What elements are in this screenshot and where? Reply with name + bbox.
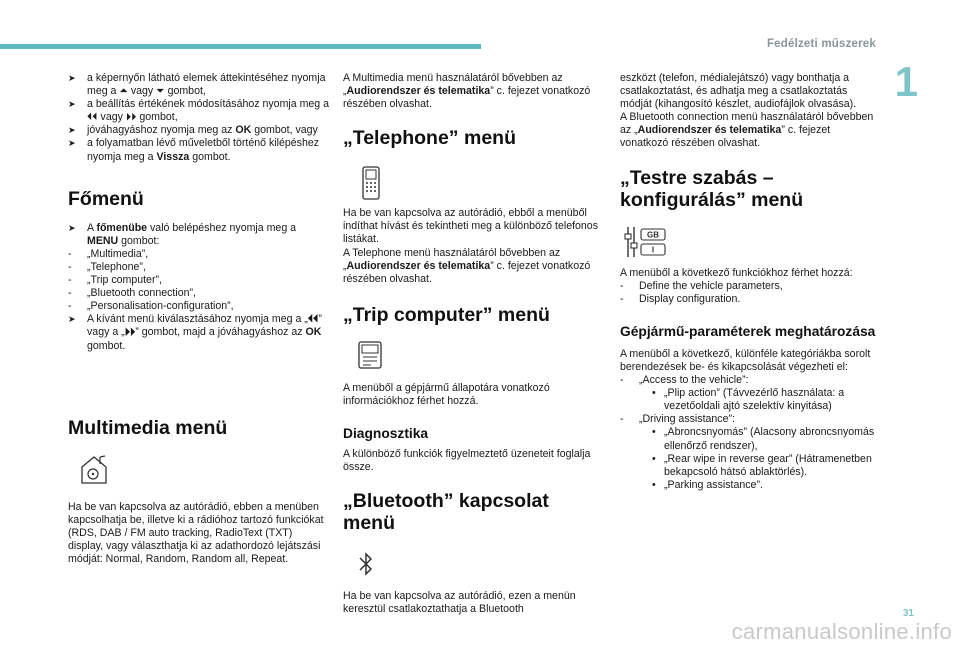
sub-list-item: • „Parking assistance”. — [652, 478, 763, 491]
multimedia-more-text: A Multimedia menü használatáról bővebben az „Audiorendszer és telematika” c. fejezet vonatkozó részében olvashat. — [343, 72, 591, 111]
page-number: 31 — [902, 608, 914, 619]
list-item: - „Access to the vehicle”: — [620, 374, 749, 387]
configuration-heading: „Testre szabás – konfigurálás” menü — [620, 166, 804, 211]
sub-list-item: • „Abroncsnyomás” (Alacsony abroncsnyomás ellenőrző rendszer), — [652, 426, 875, 452]
diagnostics-heading: Diagnosztika — [343, 426, 429, 442]
gb-label: GB — [647, 230, 659, 240]
bluetooth-heading: „Bluetooth” kapcsolat menü — [343, 490, 549, 535]
list-item: - „Telephone”, — [68, 260, 146, 273]
list-item: - „Trip computer”, — [68, 274, 162, 287]
bullet-icon: ➤ — [68, 138, 76, 149]
bluetooth-icon — [357, 550, 375, 578]
header-accent-bar — [0, 44, 481, 49]
bullet-icon: ➤ — [68, 222, 76, 233]
watermark: carmanualsonline.info — [731, 619, 952, 644]
arrow-down-icon: ⏷ — [156, 85, 165, 98]
bullet-icon: ➤ — [68, 73, 76, 83]
bluetooth-text-continued: eszközt (telefon, médialejátszó) vagy bonthatja a csatlakoztatást, és adhatja meg a csatlakoztatás módját (kihangosító készlet, audiofájlok olvasása). — [620, 72, 857, 111]
arrow-left-icon: ⏴⏴ — [307, 313, 319, 326]
diagnostics-text: A különböző funkciók figyelmeztető üzeneteit foglalja össze. — [343, 448, 591, 474]
bullet-item: ➤ a beállítás értékének módosításához nyomja meg a ⏴⏴ vagy ⏵⏵ gombot, — [68, 98, 330, 124]
list-item: - „Personalisation-configuration”, — [68, 300, 234, 313]
bluetooth-text: Ha be van kapcsolva az autórádió, ezen a menün keresztül csatlakoztathatja a Bluetooth — [343, 590, 576, 616]
list-item: - „Driving assistance”: — [620, 413, 735, 426]
bullet-item: ➤ A főmenübe való belépéshez nyomja meg a MENU gombot: — [68, 221, 297, 247]
trip-computer-heading: „Trip computer” menü — [343, 303, 550, 326]
bullet-item: ➤ a folyamatban lévő műveletből történő kilépéshez nyomja meg a Vissza gombot. — [68, 137, 320, 163]
column-3 — [620, 72, 876, 492]
vehicle-parameters-heading: Gépjármű-paraméterek meghatározása — [620, 323, 876, 339]
bullet-icon: ➤ — [68, 314, 76, 325]
multimedia-heading: Multimedia menü — [68, 416, 228, 439]
list-item: - „Multimedia”, — [68, 247, 149, 260]
fomenu-heading: Főmenü — [68, 187, 144, 210]
chapter-number: 1 — [894, 58, 918, 105]
sub-list-item: • „Rear wipe in reverse gear” (Hátramenetben bekapcsoló hátsó ablaktörlés). — [652, 452, 872, 478]
i-label: I — [651, 245, 655, 255]
multimedia-text: Ha be van kapcsolva az autórádió, ebben a menüben kapcsolhatja be, illetve ki a rádióhoz tartozó funkciókat (RDS, DAB / FM auto tracking, RadioText (TXT) display, vagy választhatja ki az adathordozó lejátszási módját: Normal, Random, Random all, Repeat. — [68, 500, 324, 565]
trip-computer-icon — [357, 340, 383, 370]
bullet-item: ➤ a képernyőn látható elemek áttekintéséhez nyomja meg a ⏶ vagy ⏷ gombot, — [68, 72, 326, 98]
bluetooth-more-text: A Bluetooth connection menü használatáról bővebben az „Audiorendszer és telematika” c. fejezet vonatkozó részében olvashat. — [620, 111, 874, 150]
multimedia-icon — [76, 453, 110, 487]
arrow-up-icon: ⏶ — [119, 85, 128, 98]
section-header-title: Fedélzeti műszerek — [766, 38, 876, 50]
sub-list-item: • „Plip action” (Távvezérlő használata: a vezetőoldali ajtó szelektív kinyitása) — [652, 387, 845, 413]
telephone-heading: „Telephone” menü — [343, 127, 516, 150]
bullet-icon: ➤ — [68, 125, 76, 136]
configuration-icon — [622, 225, 668, 259]
bullet-item: ➤ jóváhagyáshoz nyomja meg az OK gombot, vagy — [68, 124, 318, 137]
arrow-right-icon: ⏵⏵ — [124, 326, 136, 339]
list-item: - Define the vehicle parameters, — [620, 279, 783, 292]
telephone-text: Ha be van kapcsolva az autórádió, ebből a menüből indíthat hívást és tekintheti meg a különböző telefonos listákat. — [343, 207, 599, 246]
configuration-text: A menüből a következő funkciókhoz férhet hozzá: — [620, 266, 853, 279]
arrow-left-icon: ⏴⏴ — [87, 111, 98, 124]
list-item: - „Bluetooth connection”, — [68, 287, 196, 300]
trip-computer-text: A menüből a gépjármű állapotára vonatkozó információkhoz férhet hozzá. — [343, 381, 550, 407]
bullet-item: ➤ A kívánt menü kiválasztásához nyomja meg a „⏴⏴” vagy a „⏵⏵” gombot, majd a jóváhagyáshoz az OK gombot. — [68, 313, 322, 352]
telephone-more-text: A Telephone menü használatáról bővebben az „Audiorendszer és telematika” c. fejezet vonatkozó részében olvashat. — [343, 246, 591, 285]
list-item: - Display configuration. — [620, 292, 741, 305]
bullet-icon: ➤ — [68, 99, 76, 110]
column-2 — [343, 72, 599, 616]
arrow-right-icon: ⏵⏵ — [125, 111, 137, 124]
column-1 — [68, 72, 330, 566]
vehicle-parameters-text: A menüből a következő, különféle kategóriákba sorolt berendezések be- és kikapcsolását végezheti el: — [620, 347, 871, 373]
telephone-icon — [361, 165, 381, 201]
